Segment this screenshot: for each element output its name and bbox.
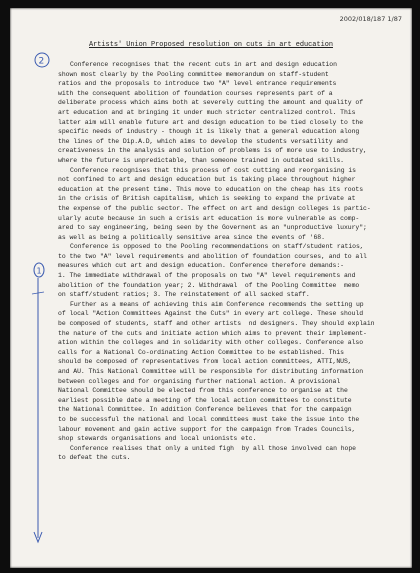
text-line: latter aim will enable future art and design education to be tied closely to the: [58, 118, 364, 126]
text-line: ation within the colleges and in solidarity with other colleges. Conference also: [58, 339, 364, 347]
text-line: ularly acute because in such a crisis art education is more vulnerable as comp-: [58, 214, 360, 222]
text-line: of local "Action Committees Against the Cuts" in every art college. These should: [58, 310, 364, 318]
resolution-body: [58, 60, 388, 463]
document-title: Artists' Union Proposed resolution on cuts in art education: [89, 41, 333, 49]
text-line: ratios and the proposals to introduce two "A" level entrance requirements: [58, 80, 337, 88]
text-line: the nature of the cuts and initiate action which aims to prevent their implement-: [58, 329, 367, 337]
text-line: as well as being a politically sensitive area since the events of '68.: [58, 233, 325, 241]
text-line: calls for a National Co-ordinating Action Committee to be established. This: [58, 348, 344, 356]
text-line: earliest possible date a meeting of the local action committees to constitute: [58, 396, 352, 404]
text-line: Conference realises that only a united figh by all those involved can hope: [70, 444, 356, 452]
text-line: not confined to art and design education but is taking place throughout higher: [58, 176, 356, 184]
text-line: labour movement and gain active support for the campaign from Trades Councils,: [58, 425, 356, 433]
text-line: 1. The immediate withdrawal of the proposals on two "A" level requirements and: [58, 272, 356, 280]
archive-reference: 2002/018/187 1/87: [339, 15, 402, 23]
text-line: with the consequent abolition of foundation courses represents part of a: [58, 89, 333, 97]
text-line: on staff/student ratios; 3. The reinstatement of all sacked staff.: [58, 291, 310, 299]
text-line: education at the present time. This move to education on the cheap has its roots: [58, 185, 364, 193]
text-line: abolition of the foundation year; 2. Withdrawal of the Pooling Committee memo: [58, 281, 360, 289]
text-line: specific needs of industry - though it is likely that a general education along: [58, 128, 360, 136]
text-line: ared to say engineering, being seen by the Governent as an "unproductive luxury";: [58, 224, 367, 232]
text-line: measures which cut art and design education. Conference therefore demands:-: [58, 262, 344, 270]
document-page: [10, 8, 412, 568]
margin-arrow-head: [34, 532, 42, 542]
text-line: in the crisis of British capitalism, which is seeking to expand the private at: [58, 195, 356, 203]
margin-circle-1: [34, 263, 44, 277]
text-line: creativeness in the analysis and solution of problems is of more use to industry,: [58, 147, 367, 155]
text-line: the National Committee. In addition Conference believes that for the campaign: [58, 406, 352, 414]
margin-note-1: 1: [36, 266, 42, 276]
text-line: and AU. This National Committee will be responsible for distributing information: [58, 368, 364, 375]
text-line: shop stewards organisations and local unionists etc.: [58, 435, 257, 443]
margin-tick-mark: [32, 292, 44, 294]
text-line: art education and at bringing it under much stricter centralized control. This: [58, 108, 356, 116]
text-line: between colleges and for organising further national action. A provisional: [58, 377, 341, 385]
text-line: where the future is unpredictable, than someone trained in outdated skills.: [58, 156, 344, 164]
text-line: should be composed of representatives from local action committees, ATTI,NUS,: [58, 358, 352, 366]
text-line: National Committee should be elected from this conference to organise at the: [58, 387, 348, 395]
text-line: to defeat the cuts.: [58, 454, 131, 462]
margin-note-2: 2: [38, 56, 45, 67]
text-line: the lines of the Dip.A.D, which aims to develop the students versatility and: [58, 137, 348, 145]
text-line: the expense of the public sector. The effect on art and design colleges is partic-: [58, 204, 371, 212]
text-line: be composed of students, staff and other artists nd designers. They should explain: [58, 320, 375, 328]
text-line: shown most clearly by the Pooling committee memorandum on staff-student: [58, 70, 329, 78]
text-line: deliberate process which aims both at severely cutting the amount and quality of: [58, 99, 364, 107]
margin-circle-2: [35, 53, 49, 67]
text-line: to be successful the national and local committees must take the issue into the: [58, 415, 360, 423]
text-line: to the two "A" level requirements and abolition of foundation courses, and to all: [58, 252, 367, 260]
text-line: Conference recognises that this process of cost cutting and reorganising is: [70, 166, 356, 174]
text-line: Conference recognises that the recent cuts in art and design education: [70, 61, 337, 68]
text-line: Further as a means of achieving this aim Conference recommends the setting up: [70, 300, 364, 308]
text-line: Conference is opposed to the Pooling recommendations on staff/student ratios,: [70, 243, 364, 251]
